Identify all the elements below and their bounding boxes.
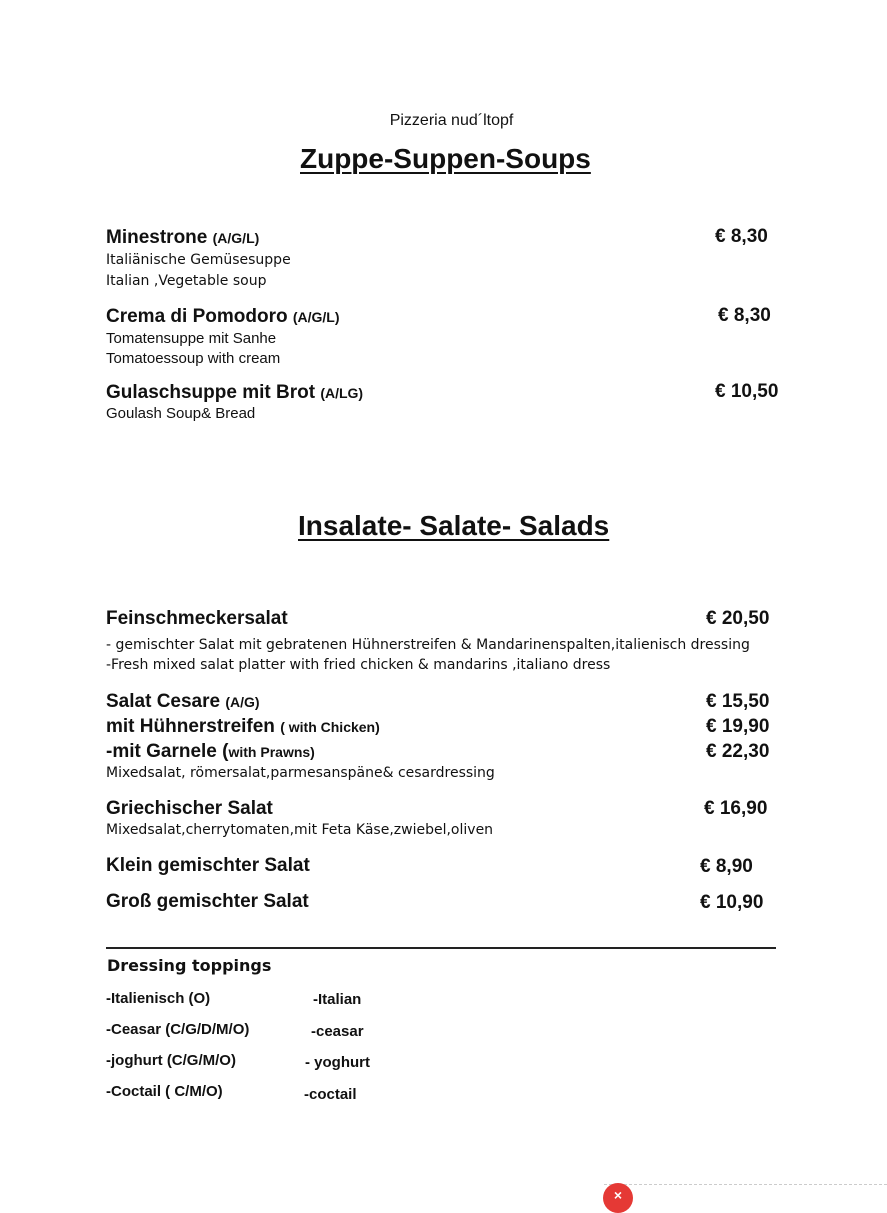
item-allergens: (A/G/L) xyxy=(212,230,260,246)
soup-item-crema xyxy=(106,306,340,328)
salad-item-chicken xyxy=(106,716,380,738)
item-name: Salat Cesare xyxy=(106,691,226,712)
salad-item-griechisch: Griechischer Salat xyxy=(106,798,273,819)
item-extra: ( with Chicken) xyxy=(280,719,380,735)
item-price: € 8,30 xyxy=(718,305,771,326)
item-desc: Goulash Soup& Bread xyxy=(106,405,256,422)
dressing-de: -Ceasar (C/G/D/M/O) xyxy=(106,1021,250,1038)
dressing-en: -coctail xyxy=(304,1086,357,1103)
salad-item-prawns xyxy=(106,741,315,763)
item-desc: Italiänische Gemüsesuppe xyxy=(106,252,291,268)
divider xyxy=(106,947,776,949)
dressing-de: -Italienisch (O) xyxy=(106,990,211,1007)
dressing-en: -ceasar xyxy=(311,1023,364,1040)
item-price: € 22,30 xyxy=(706,741,770,762)
item-desc: Mixedsalat, römersalat,parmesanspäne& cesardressing xyxy=(106,765,495,781)
item-price: € 10,50 xyxy=(715,381,779,402)
item-price: € 20,50 xyxy=(706,608,770,629)
close-icon[interactable]: × xyxy=(603,1183,633,1213)
item-name: -mit Garnele ( xyxy=(106,741,229,762)
salad-item-klein: Klein gemischter Salat xyxy=(106,855,310,876)
soups-title: Zuppe-Suppen-Soups xyxy=(300,143,591,174)
dressings-heading: Dressing toppings xyxy=(107,956,272,975)
dressing-de: -Coctail ( C/M/O) xyxy=(106,1083,223,1100)
item-name: Crema di Pomodoro xyxy=(106,306,293,327)
item-name: Minestrone xyxy=(106,227,213,248)
salad-item-cesare xyxy=(106,691,260,713)
item-price: € 19,90 xyxy=(706,716,770,737)
item-price: € 8,90 xyxy=(700,856,753,877)
salad-item-feinschmecker: Feinschmeckersalat xyxy=(106,608,288,629)
dressing-en: - yoghurt xyxy=(305,1054,370,1071)
soup-item-gulasch xyxy=(106,382,363,404)
item-allergens: (A/G) xyxy=(225,694,260,710)
item-desc: Italian ,Vegetable soup xyxy=(106,273,267,289)
item-desc: Tomatensuppe mit Sanhe xyxy=(106,330,277,347)
item-desc: - gemischter Salat mit gebratenen Hühnerstreifen & Mandarinenspalten,italienisch dressing xyxy=(106,637,750,653)
item-price: € 15,50 xyxy=(706,691,770,712)
toast-bar xyxy=(604,1184,887,1201)
item-desc: -Fresh mixed salat platter with fried chicken & mandarins ,italiano dress xyxy=(106,657,611,673)
salad-item-gross: Groß gemischter Salat xyxy=(106,891,309,912)
item-price: € 8,30 xyxy=(715,226,768,247)
item-allergens: (A/LG) xyxy=(320,385,364,401)
dressing-de: -joghurt (C/G/M/O) xyxy=(106,1052,236,1069)
item-price: € 10,90 xyxy=(700,892,764,913)
item-desc: Mixedsalat,cherrytomaten,mit Feta Käse,zwiebel,oliven xyxy=(106,822,494,838)
salads-title: Insalate- Salate- Salads xyxy=(298,510,610,541)
restaurant-name: Pizzeria nud´ltopf xyxy=(389,112,514,129)
soup-item-minestrone xyxy=(106,227,259,249)
dressing-en: -Italian xyxy=(313,991,362,1008)
item-desc: Tomatoessoup with cream xyxy=(106,350,281,367)
item-price: € 16,90 xyxy=(704,798,768,819)
item-allergens: (A/G/L) xyxy=(292,309,340,325)
item-extra: with Prawns) xyxy=(228,744,315,760)
item-name: Gulaschsuppe mit Brot xyxy=(106,382,321,403)
item-name: mit Hühnerstreifen xyxy=(106,716,281,737)
